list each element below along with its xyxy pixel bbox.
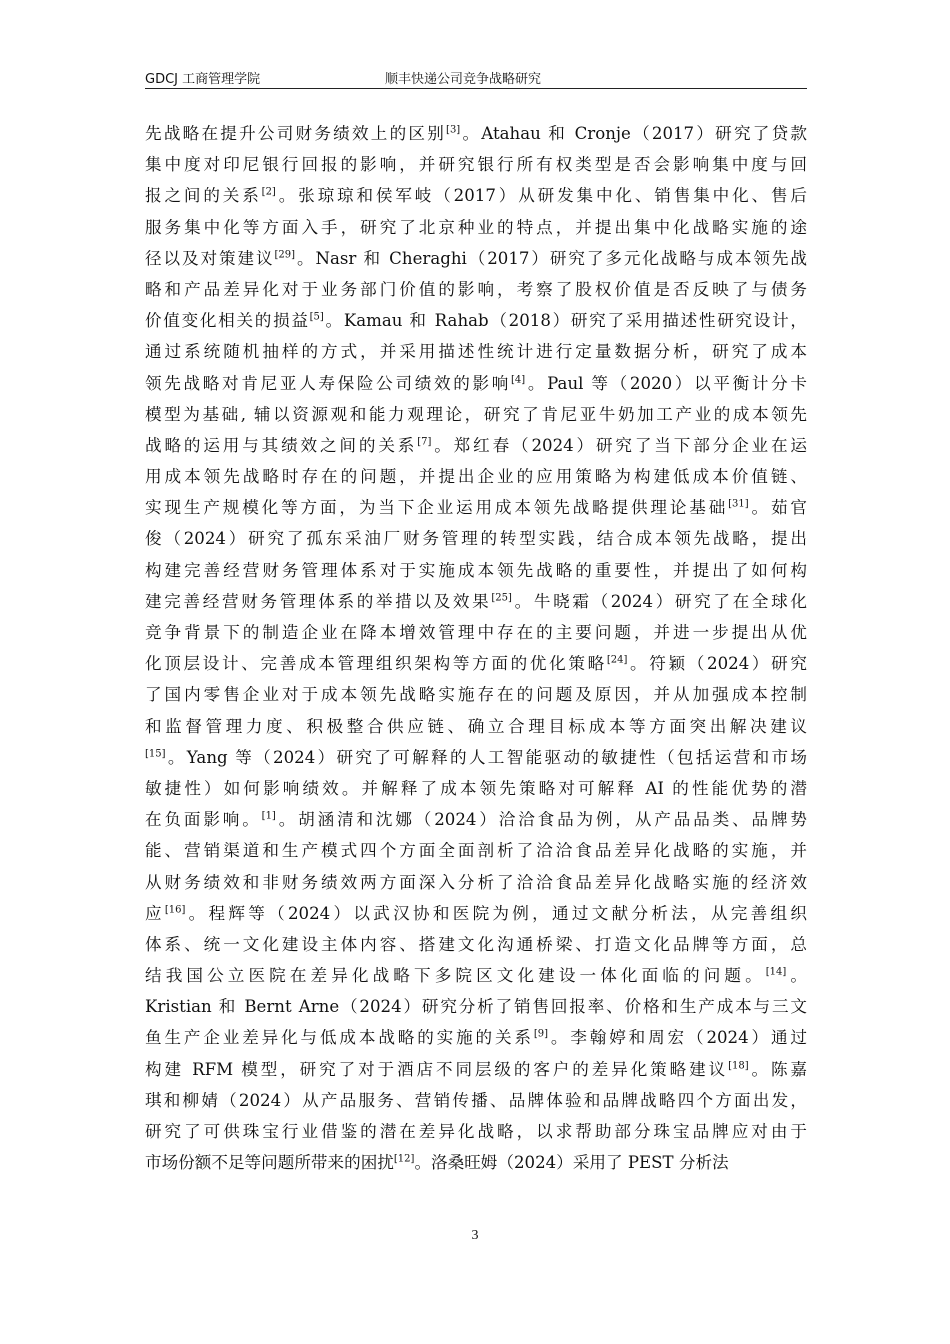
body-line: 研究了可供珠宝行业借鉴的潜在差异化战略，以求帮助部分珠宝品牌应对由于 — [145, 1122, 807, 1141]
body-line: 化顶层设计、完善成本管理组织架构等方面的优化策略[24]。符颖（2024）研究 — [145, 654, 807, 674]
page-number: 3 — [471, 1228, 479, 1243]
body-line: 通过系统随机抽样的方式，并采用描述性统计进行定量数据分析，研究了成本 — [145, 342, 807, 362]
body-text — [145, 118, 807, 1178]
body-line: 价值变化相关的损益[5]。Kamau 和 Rahab（2018）研究了采用描述性研究设计， — [145, 311, 807, 331]
body-line: 径以及对策建议[29]。Nasr 和 Cheraghi（2017）研究了多元化战略与成本领先战 — [145, 248, 807, 268]
body-line: 鱼生产企业差异化与低成本战略的实施的关系[9]。李翰婷和周宏（2024）通过 — [145, 1028, 808, 1048]
header-institution: GDCJ 工商管理学院 — [145, 72, 261, 87]
body-line: 俊（2024）研究了孤东采油厂财务管理的转型实践，结合成本领先战略，提出 — [145, 529, 807, 549]
body-line: 模型为基础, 辅以资源观和能力观理论，研究了肯尼亚牛奶加工产业的成本领先 — [145, 404, 807, 424]
header-title: 顺丰快递公司竞争战略研究 — [385, 72, 542, 87]
page-header — [145, 66, 807, 89]
body-line: 能、营销渠道和生产模式四个方面全面剖析了洽洽食品差异化战略的实施，并 — [145, 841, 807, 861]
body-line: 集中度对印尼银行回报的影响，并研究银行所有权类型是否会影响集中度与回 — [145, 155, 807, 175]
body-line: 在负面影响。[1]。胡涵清和沈娜（2024）洽洽食品为例，从产品品类、品牌势 — [145, 810, 808, 830]
body-line: 略和产品差异化对于业务部门价值的影响，考察了股权价值是否反映了与债务 — [145, 279, 807, 299]
body-line: [15]。Yang 等（2024）研究了可解释的人工智能驱动的敏捷性（包括运营和市场 — [145, 747, 807, 767]
body-line: 从财务绩效和非财务绩效两方面深入分析了洽洽食品差异化战略实施的经济效 — [145, 872, 807, 892]
body-line: 敏捷性）如何影响绩效。并解释了成本领先策略对可解释 AI 的性能优势的潜 — [145, 778, 807, 798]
body-line: 结我国公立医院在差异化战略下多院区文化建设一体化面临的问题。[14]。 — [145, 966, 808, 986]
body-line: 先战略在提升公司财务绩效上的区别[3]。Atahau 和 Cronje（2017）研究了贷款 — [145, 124, 808, 143]
body-line: 和监督管理力度、积极整合供应链、确立合理目标成本等方面突出解决建议 — [145, 716, 807, 736]
body-line: 琪和柳婧（2024）从产品服务、营销传播、品牌体验和品牌战略四个方面出发， — [145, 1090, 807, 1110]
body-line: 市场份额不足等问题所带来的困扰[12]。洛桑旺姆（2024）采用了 PEST 分析法 — [145, 1153, 729, 1173]
body-line: 建完善经营财务管理体系的举措以及效果[25]。牛晓霜（2024）研究了在全球化 — [145, 591, 807, 611]
body-line: Kristian 和 Bernt Arne（2024）研究分析了销售回报率、价格和生产成本与三文 — [145, 997, 807, 1017]
body-line: 领先战略对肯尼亚人寿保险公司绩效的影响[4]。Paul 等（2020）以平衡计分卡 — [145, 373, 808, 393]
body-line: 了国内零售企业对于成本领先战略实施存在的问题及原因，并从加强成本控制 — [145, 685, 807, 705]
body-line: 战略的运用与其绩效之间的关系[7]。郑红春（2024）研究了当下部分企业在运 — [145, 435, 808, 455]
body-line: 竞争背景下的制造企业在降本增效管理中存在的主要问题，并进一步提出从优 — [145, 623, 807, 642]
body-line: 构建 RFM 模型，研究了对于酒店不同层级的客户的差异化策略建议[18]。陈嘉 — [145, 1059, 808, 1079]
body-line: 应[16]。程辉等（2024）以武汉协和医院为例，通过文献分析法，从完善组织 — [145, 903, 808, 923]
body-line: 实现生产规模化等方面，为当下企业运用成本领先战略提供理论基础[31]。茹官 — [145, 498, 808, 518]
body-line: 体系、统一文化建设主体内容、搭建文化沟通桥梁、打造文化品牌等方面，总 — [145, 934, 807, 954]
body-line: 用成本领先战略时存在的问题，并提出企业的应用策略为构建低成本价值链、 — [145, 467, 807, 487]
body-line: 报之间的关系[2]。张琼琼和侯军岐（2017）从研发集中化、销售集中化、售后 — [145, 186, 808, 206]
body-line: 构建完善经营财务管理体系对于实施成本领先战略的重要性，并提出了如何构 — [145, 560, 807, 580]
body-line: 服务集中化等方面入手，研究了北京种业的特点，并提出集中化战略实施的途 — [145, 217, 807, 237]
